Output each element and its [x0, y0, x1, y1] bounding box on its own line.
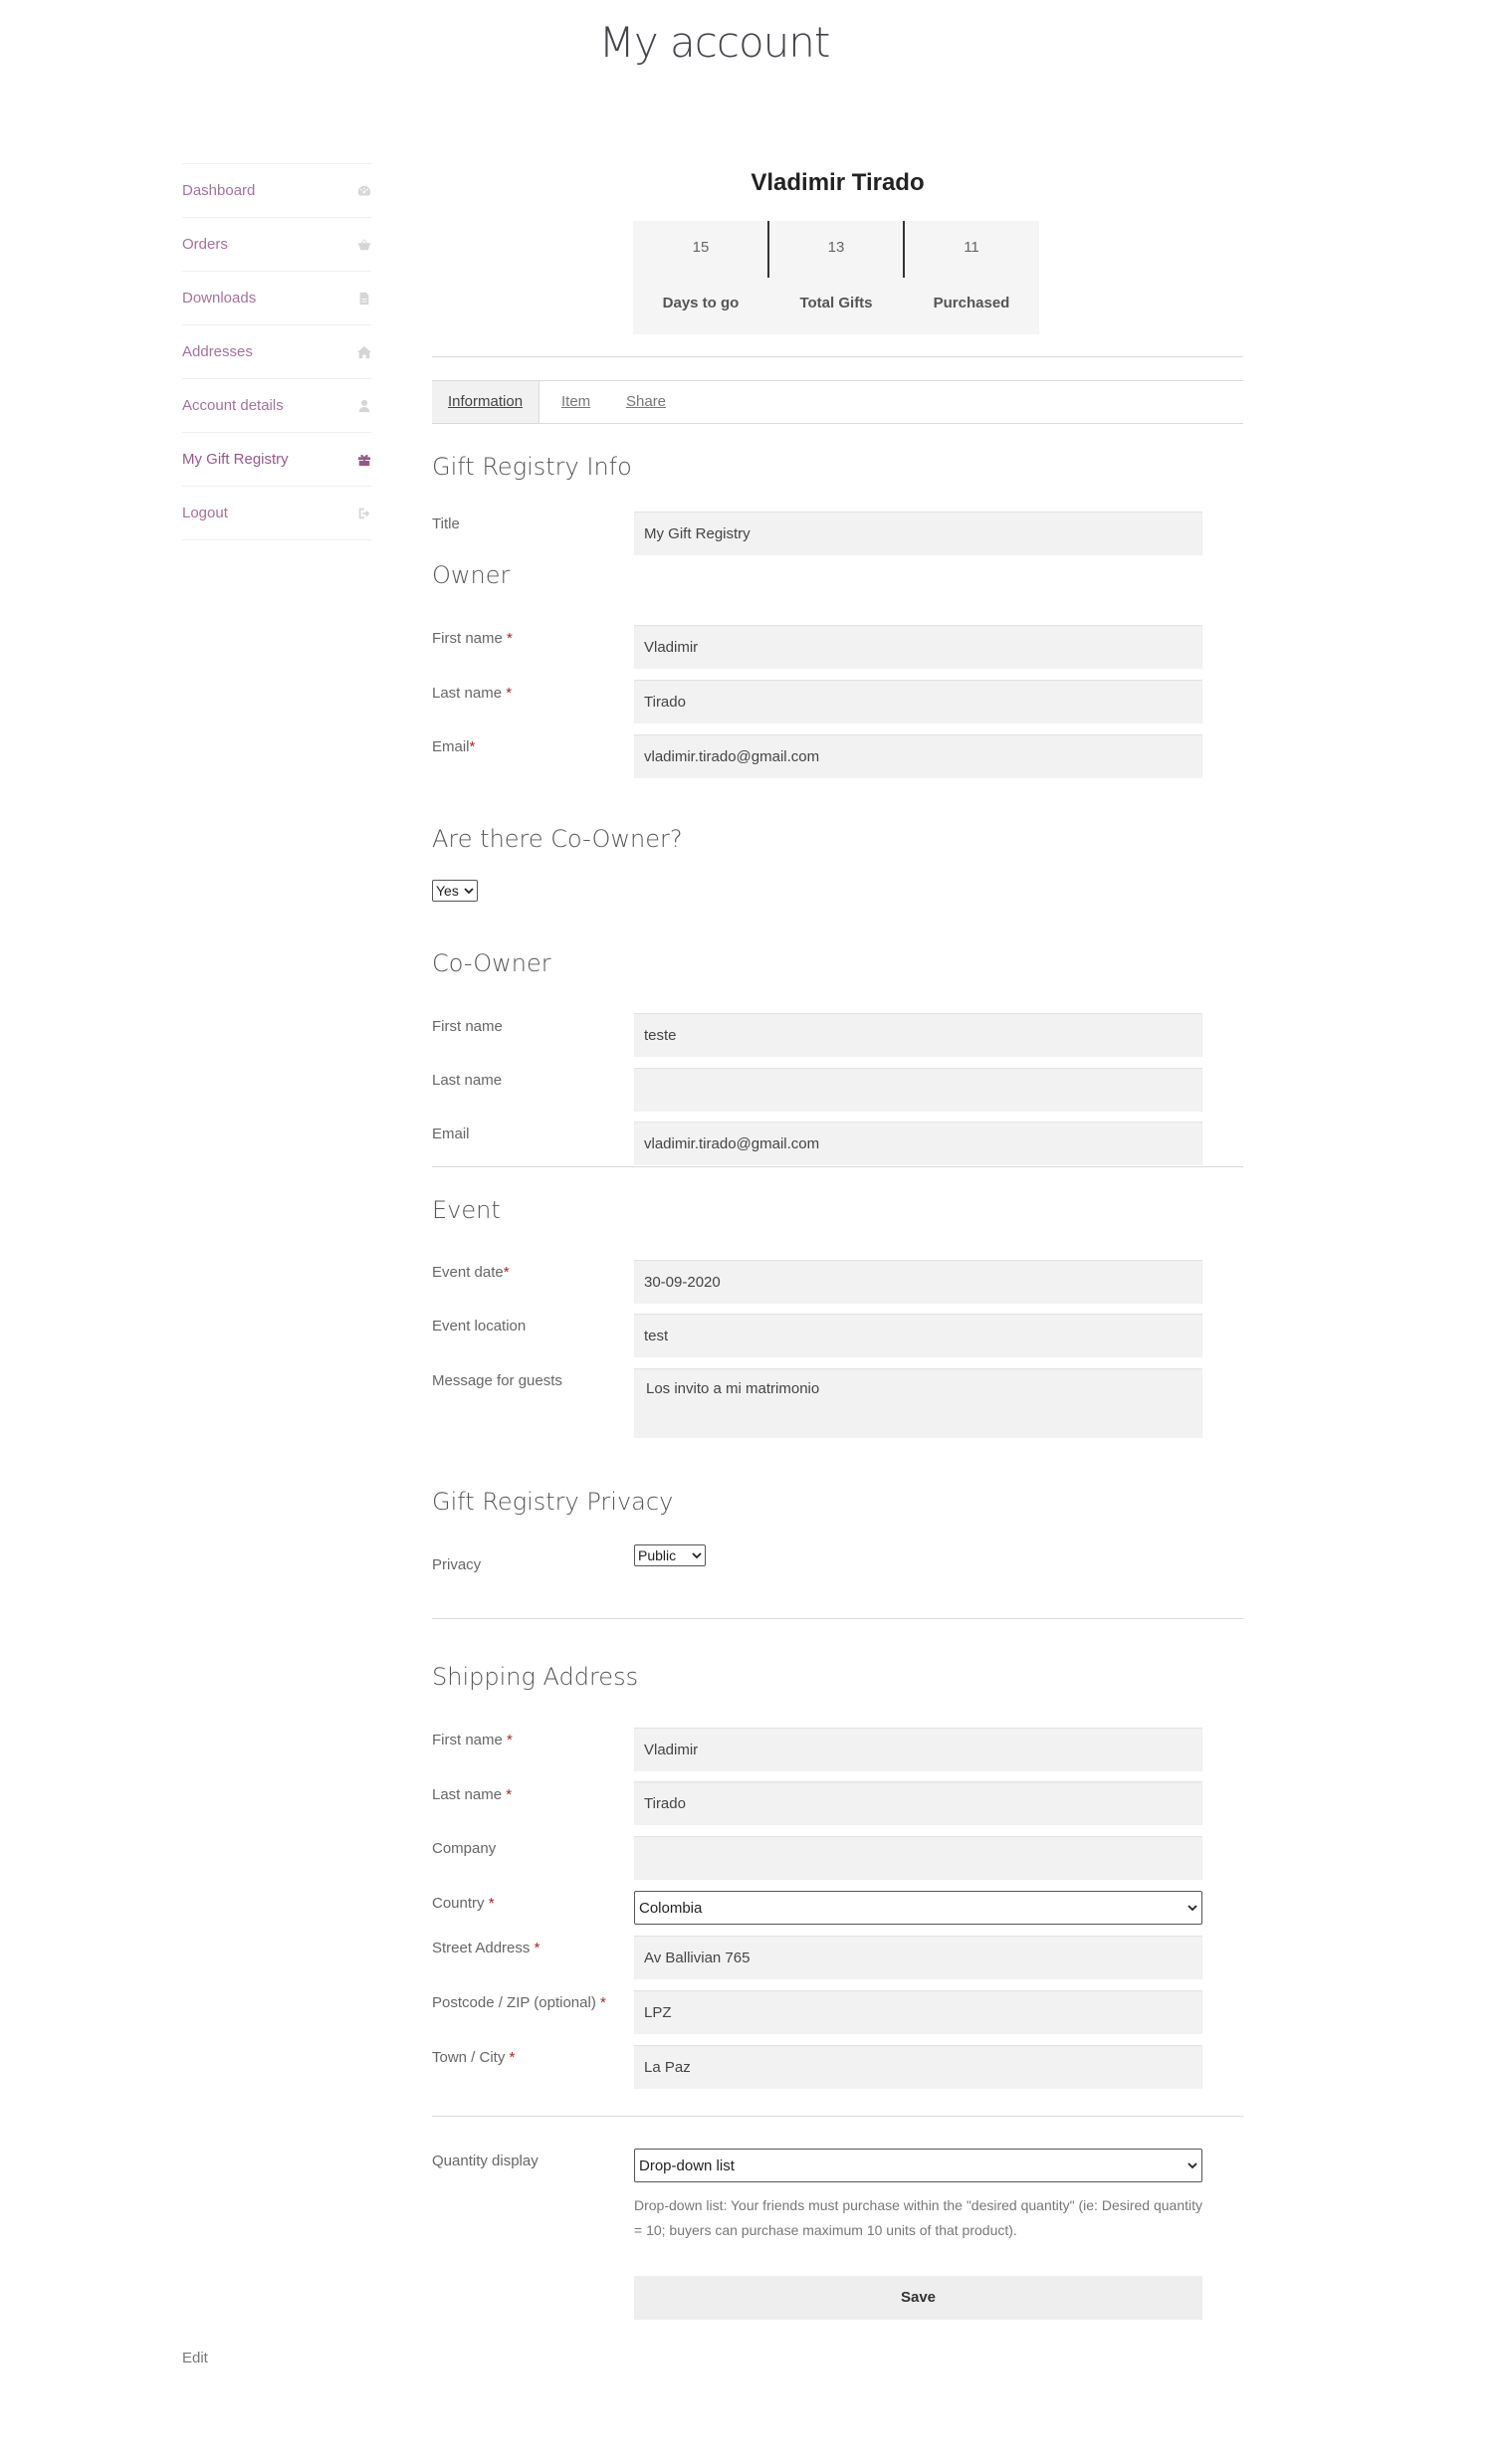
shipping-company-input[interactable]: [634, 1836, 1202, 1880]
sidebar-item-label: Orders: [182, 236, 228, 253]
required-mark: *: [507, 630, 513, 647]
shipping-last-name-label: [432, 1786, 512, 1803]
tab-share[interactable]: Share: [626, 393, 667, 410]
stat-value: 15: [692, 239, 710, 256]
label-text: Country: [432, 1895, 485, 1912]
stat-label: Days to go: [662, 295, 740, 311]
basket-icon: [357, 238, 371, 252]
required-mark: *: [507, 1732, 513, 1748]
coowner-email-label: Email: [432, 1126, 470, 1142]
event-date-label: [432, 1264, 510, 1281]
sidebar-item-label: Logout: [182, 505, 228, 521]
owner-email-input[interactable]: [634, 734, 1202, 778]
stat-days-to-go: [633, 221, 768, 334]
registry-tabs: [432, 380, 1243, 424]
dashboard-icon: [357, 184, 371, 198]
label-text: Street Address: [432, 1940, 531, 1956]
section-heading-event: Event: [432, 1196, 501, 1224]
shipping-country-select[interactable]: [634, 1891, 1202, 1925]
shipping-first-name-input[interactable]: [634, 1728, 1202, 1771]
owner-first-name-label: [432, 630, 513, 647]
quantity-display-select[interactable]: [634, 2149, 1202, 2182]
divider: [432, 1618, 1243, 1619]
sidebar-item-downloads[interactable]: [182, 272, 371, 325]
coowner-select[interactable]: [432, 880, 478, 902]
owner-email-label: [432, 738, 475, 755]
label-text: First name: [432, 1732, 503, 1748]
chevron-down-icon: [1187, 1903, 1197, 1913]
label-text: Last name: [432, 1786, 503, 1803]
owner-last-name-input[interactable]: [634, 680, 1202, 723]
chevron-down-icon: [1187, 2160, 1197, 2170]
section-heading-owner: Owner: [432, 561, 511, 589]
stat-total-gifts: [768, 221, 904, 334]
select-value: Colombia: [639, 1899, 703, 1917]
sidebar-item-label: Downloads: [182, 290, 257, 307]
sidebar-item-logout[interactable]: [182, 487, 371, 540]
gift-icon: [357, 453, 371, 467]
event-location-label: Event location: [432, 1318, 527, 1335]
sidebar-item-dashboard[interactable]: [182, 164, 371, 218]
select-value: Drop-down list: [639, 2156, 735, 2174]
tab-item[interactable]: Item: [561, 393, 591, 410]
event-date-input[interactable]: [634, 1260, 1202, 1304]
divider: [432, 1166, 1243, 1167]
shipping-town-label: [432, 2049, 515, 2066]
event-location-input[interactable]: [634, 1314, 1202, 1357]
file-icon: [357, 292, 371, 306]
select-value: Yes: [436, 883, 459, 899]
required-mark: *: [488, 1895, 495, 1912]
event-message-label: Message for guests: [432, 1372, 562, 1389]
stat-purchased: [904, 221, 1039, 334]
section-heading-gift-registry-info: Gift Registry Info: [432, 453, 632, 481]
stat-label: Total Gifts: [799, 295, 873, 311]
stat-value: 13: [827, 239, 845, 256]
stat-value: 11: [964, 239, 979, 256]
privacy-label: Privacy: [432, 1556, 482, 1573]
home-icon: [357, 345, 371, 359]
sidebar-item-addresses[interactable]: [182, 325, 371, 379]
required-mark: *: [599, 1994, 606, 2011]
coowner-email-input[interactable]: [634, 1122, 1202, 1165]
coowner-last-name-input[interactable]: [634, 1068, 1202, 1112]
required-mark: *: [506, 1786, 513, 1803]
label-text: Last name: [432, 685, 503, 702]
shipping-town-input[interactable]: [634, 2045, 1202, 2089]
shipping-postcode-label: [432, 1994, 606, 2011]
shipping-last-name-input[interactable]: [634, 1781, 1202, 1825]
sidebar-item-label: My Gift Registry: [182, 451, 289, 468]
save-button[interactable]: Save: [634, 2276, 1202, 2320]
label-text: Town / City: [432, 2049, 506, 2066]
shipping-postcode-input[interactable]: [634, 1990, 1202, 2034]
shipping-company-label: Company: [432, 1840, 497, 1857]
chevron-down-icon: [692, 1550, 702, 1560]
coowner-first-name-input[interactable]: [634, 1013, 1202, 1057]
sidebar-item-label: Dashboard: [182, 182, 256, 199]
title-input[interactable]: [634, 512, 1202, 555]
shipping-country-label: [432, 1895, 495, 1912]
label-text: Postcode / ZIP (optional): [432, 1994, 596, 2011]
user-icon: [357, 399, 371, 413]
coowner-first-name-label: First name: [432, 1018, 503, 1035]
registry-stats: [633, 221, 1039, 334]
page-title: My account: [598, 18, 830, 67]
event-message-textarea[interactable]: [634, 1368, 1202, 1438]
divider: [432, 356, 1243, 357]
coowner-last-name-label: Last name: [432, 1072, 503, 1089]
required-mark: *: [534, 1940, 540, 1956]
sidebar-item-my-gift-registry[interactable]: [182, 433, 371, 487]
shipping-street-label: [432, 1940, 539, 1956]
title-label: Title: [432, 515, 460, 532]
quantity-display-hint: Drop-down list: Your friends must purchase within the "desired quantity" (ie: Desired quantity = 10; buyers can purchase maximum 10 units of that product).: [634, 2197, 1203, 2238]
shipping-street-input[interactable]: [634, 1936, 1202, 1979]
label-text: First name: [432, 630, 503, 647]
section-heading-coowner-question: Are there Co-Owner?: [432, 825, 683, 853]
sidebar-item-account-details[interactable]: [182, 379, 371, 433]
label-text: Event date: [432, 1264, 504, 1281]
chevron-down-icon: [464, 886, 474, 896]
shipping-first-name-label: [432, 1732, 513, 1748]
profile-name: Vladimir Tirado: [751, 169, 925, 196]
sidebar-item-label: Account details: [182, 397, 284, 414]
label-text: Email: [432, 738, 470, 755]
section-heading-shipping-address: Shipping Address: [432, 1663, 639, 1691]
sidebar-item-orders[interactable]: [182, 218, 371, 272]
tab-information[interactable]: Information: [432, 381, 539, 423]
stat-label: Purchased: [933, 295, 1010, 311]
sidebar-item-label: Addresses: [182, 343, 253, 360]
privacy-select[interactable]: [634, 1544, 706, 1566]
section-heading-coowner: Co-Owner: [432, 949, 551, 977]
owner-last-name-label: [432, 685, 512, 702]
owner-first-name-input[interactable]: [634, 625, 1202, 669]
logout-icon: [357, 507, 371, 520]
required-mark: *: [469, 738, 476, 755]
quantity-display-label: Quantity display: [432, 2153, 539, 2169]
edit-link[interactable]: Edit: [182, 2350, 208, 2366]
required-mark: *: [506, 685, 513, 702]
select-value: Public: [638, 1547, 677, 1563]
required-mark: *: [509, 2049, 516, 2066]
account-navigation: [182, 163, 371, 540]
section-heading-privacy: Gift Registry Privacy: [432, 1488, 674, 1516]
required-mark: *: [503, 1264, 510, 1281]
divider: [432, 2116, 1243, 2117]
